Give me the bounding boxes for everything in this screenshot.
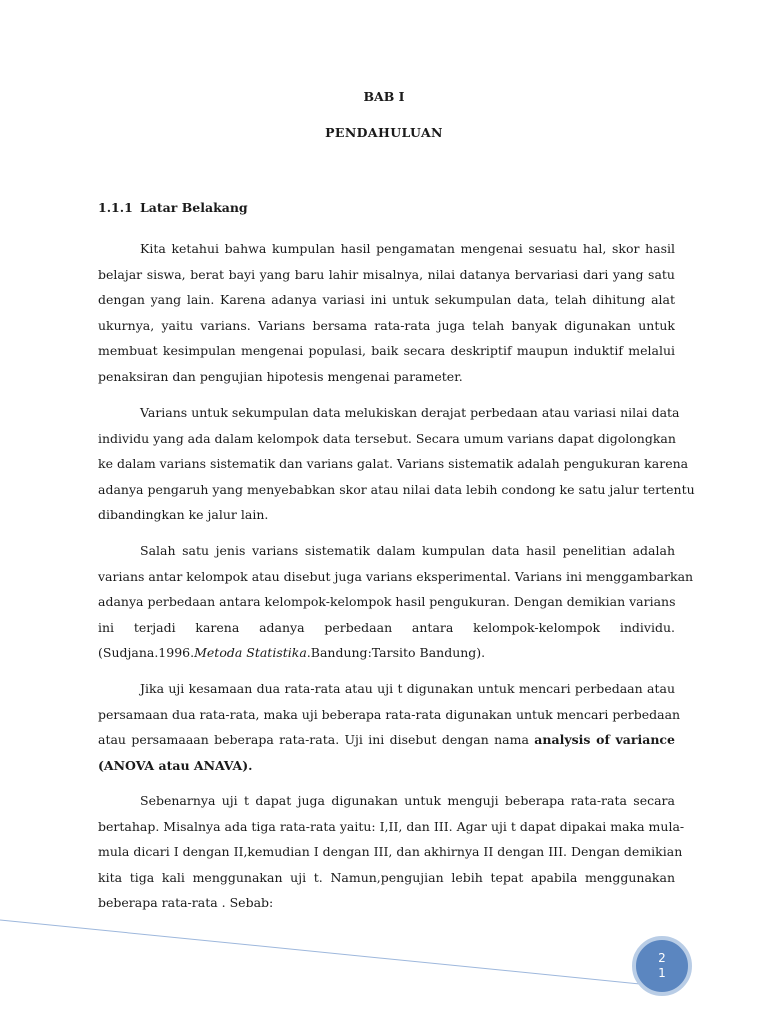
paragraph-line: dibandingkan ke jalur lain. xyxy=(98,507,269,523)
paragraph-line: bertahap. Misalnya ada tiga rata-rata yaitu: I,II, dan III. Agar uji t dapat dipakai maka mula- xyxy=(98,818,685,834)
paragraph-line: penaksiran dan pengujian hipotesis mengenai parameter. xyxy=(98,368,463,384)
paragraph-line: Sebenarnya uji t dapat juga digunakan untuk menguji beberapa rata-rata secara xyxy=(140,793,675,808)
paragraph-line: beberapa rata-rata . Sebab: xyxy=(98,895,274,911)
term-bold: (ANOVA atau ANAVA). xyxy=(98,757,253,773)
citation-author: (Sudjana.1996. xyxy=(98,645,195,661)
paragraph-line: kita tiga kali menggunakan uji t. Namun,pengujian lebih tepat apabila menggunakan xyxy=(98,869,675,885)
paragraph-line: ukurnya, yaitu varians. Varians bersama rata-rata juga telah banyak digunakan untuk xyxy=(98,317,675,333)
paragraph-line: belajar siswa, berat bayi yang baru lahir misalnya, nilai datanya bervariasi dari yang satu xyxy=(98,266,675,282)
paragraph-line: membuat kesimpulan mengenai populasi, baik secara deskriptif maupun induktif melalui xyxy=(98,343,675,359)
paragraph-line: Varians untuk sekumpulan data melukiskan derajat perbedaan atau variasi nilai data xyxy=(140,405,680,420)
paragraph-line: persamaan dua rata-rata, maka uji beberapa rata-rata digunakan untuk mencari perbedaan xyxy=(98,706,681,722)
paragraph-line: Kita ketahui bahwa kumpulan hasil pengamatan mengenai sesuatu hal, skor hasil xyxy=(140,241,675,256)
paragraph-line: individu yang ada dalam kelompok data tersebut. Secara umum varians dapat digolongkan xyxy=(98,430,676,446)
paragraph-line: varians antar kelompok atau disebut juga varians eksperimental. Varians ini menggambarkan xyxy=(98,568,694,584)
chapter-title: PENDAHULUAN xyxy=(325,125,443,140)
paragraph-line: ke dalam varians sistematik dan varians galat. Varians sistematik adalah pengukuran karena xyxy=(98,456,689,472)
paragraph-line: mula dicari I dengan II,kemudian I dengan III, dan akhirnya II dengan III. Dengan demikian xyxy=(98,844,683,860)
term-bold: analysis of variance xyxy=(534,732,675,748)
citation-book-title: Metoda Statistika xyxy=(194,645,307,661)
paragraph-line: Jika uji kesamaan dua rata-rata atau uji t digunakan untuk mencari perbedaan atau xyxy=(140,681,675,696)
section-number: 1.1.1 xyxy=(98,200,133,215)
paragraph-line: ini terjadi karena adanya perbedaan antara kelompok-kelompok individu. xyxy=(98,619,675,635)
paragraph-line: adanya perbedaan antara kelompok-kelompok hasil pengukuran. Dengan demikian varians xyxy=(98,594,676,610)
chapter-number: BAB I xyxy=(363,89,405,104)
page-number-digit: 1 xyxy=(658,966,666,980)
paragraph-line: dengan yang lain. Karena adanya variasi ini untuk sekumpulan data, telah dihitung alat xyxy=(98,292,675,308)
page-number-digit: 2 xyxy=(658,951,666,965)
paragraph-line: Salah satu jenis varians sistematik dalam kumpulan data hasil penelitian adalah xyxy=(140,543,675,558)
citation-publisher: .Bandung:Tarsito Bandung). xyxy=(306,645,486,661)
page-number-badge xyxy=(632,936,692,996)
paragraph-text: atau persamaaan beberapa rata-rata. Uji ini disebut dengan nama xyxy=(98,732,535,748)
section-title: Latar Belakang xyxy=(140,200,248,215)
paragraph-line: adanya pengaruh yang menyebabkan skor atau nilai data lebih condong ke satu jalur tertentu xyxy=(98,481,695,497)
footer-line xyxy=(0,920,640,984)
